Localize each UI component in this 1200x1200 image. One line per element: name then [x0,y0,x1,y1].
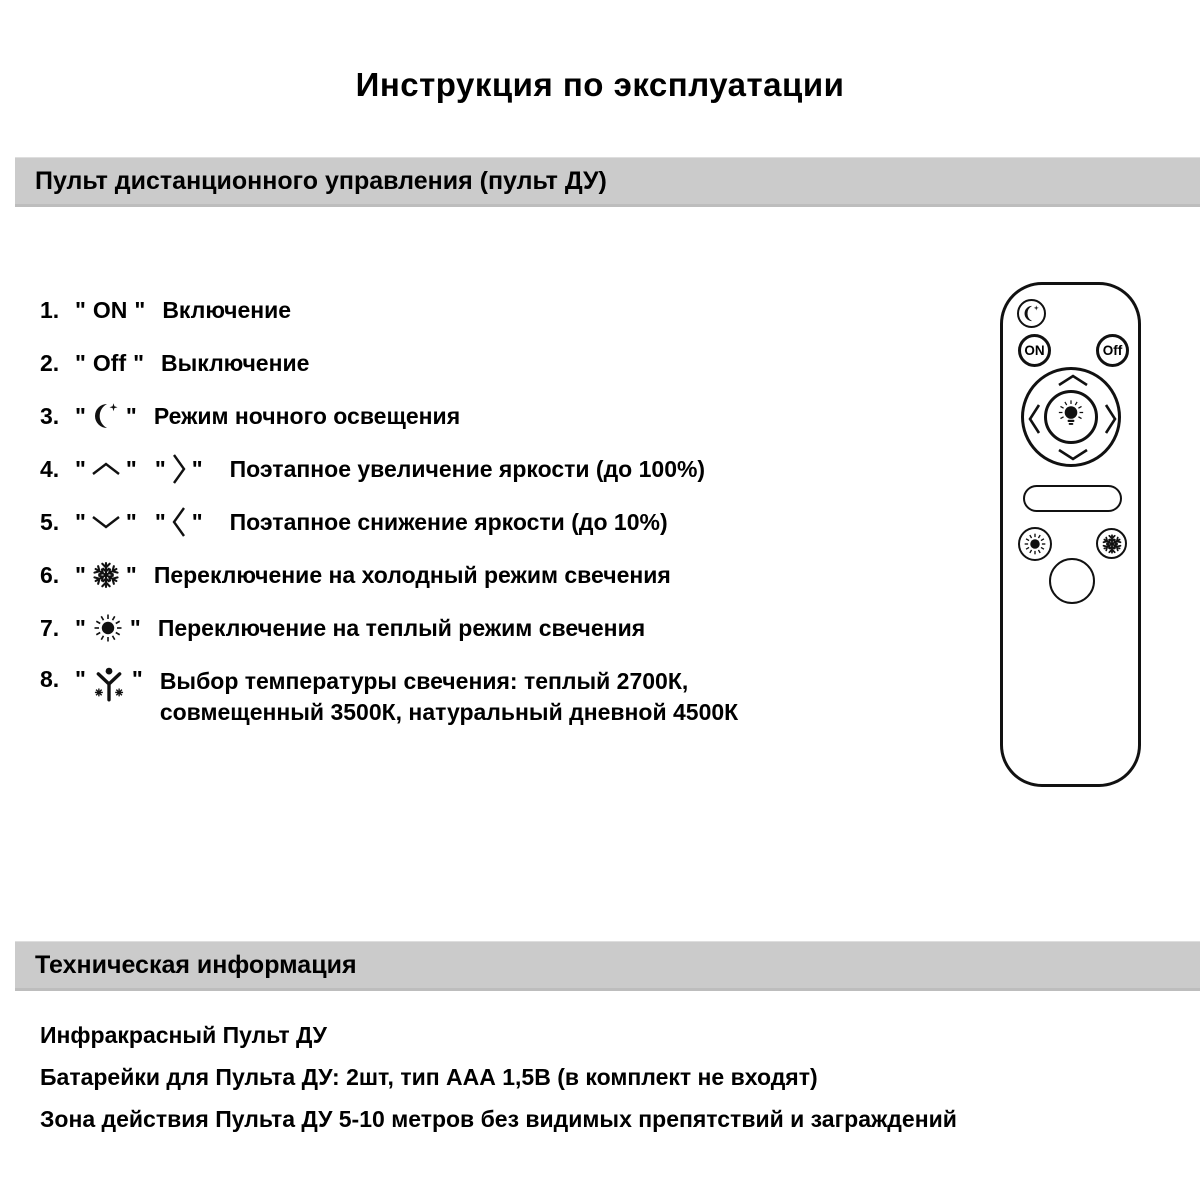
quote-mark: " [75,296,86,323]
cold-mode-button [1096,528,1127,559]
feature-list [40,295,739,725]
sun-icon [91,611,125,645]
item-number: 1. [40,296,60,323]
list-item [40,348,738,378]
list-item [40,666,739,725]
item-number: 3. [40,402,60,429]
quote-mark: " [134,296,146,323]
quote-mark: " [125,455,137,482]
on-button-label: ON [1024,343,1045,358]
tech-line: Зона действия Пульта ДУ 5-10 метров без видимых препятствий и заграждений [40,1106,957,1132]
off-button-label: Off [1102,343,1123,358]
item-number: 8. [40,666,60,692]
quote-mark: " [125,561,137,588]
quote-mark: " [133,349,145,376]
quote-mark: " [154,455,166,482]
snowflake-icon [91,560,121,590]
chevron-up-icon [91,461,121,477]
list-item [40,401,738,431]
quote-mark: " [75,614,86,641]
quote-mark: " [154,508,166,535]
chevron-down-icon [1056,447,1090,462]
quote-mark: " [75,455,86,482]
on-button-label: ON [92,296,128,323]
chevron-down-icon [91,514,121,530]
quote-mark: " [75,561,86,588]
item-number: 5. [40,508,60,535]
item-number: 6. [40,561,60,588]
item-label: Включение [162,296,292,323]
list-item [40,507,738,537]
quote-mark: " [129,614,141,641]
off-button-label: Off [92,349,127,376]
tech-line: Батарейки для Пульта ДУ: 2шт, тип ААА 1,5В (в комплект не входят) [40,1064,818,1090]
off-button [1096,334,1129,367]
extra-round-button [1049,558,1095,604]
remote-control-illustration [1000,282,1141,787]
color-temperature-icon [91,666,127,702]
item-label: Выбор температуры свечения: теплый 2700К, совмещенный 3500К, натуральный дневной 4500К [159,668,739,725]
list-item [40,454,738,484]
technical-info [40,1022,957,1148]
item-label: Переключение на теплый режим свечения [157,614,646,641]
on-button [1018,334,1051,367]
lightbulb-icon [1054,399,1088,435]
sun-icon [1022,531,1048,557]
snowflake-icon [1101,533,1123,555]
item-number: 4. [40,455,60,482]
scene-button [1023,485,1122,512]
section-heading: Пульт дистанционного управления (пульт ДУ) [35,166,607,195]
quote-mark: " [191,508,203,535]
chevron-right-icon [1103,402,1118,436]
page-title: Инструкция по эксплуатации [355,66,845,103]
section-header-remote [15,157,1200,207]
dpad-center-button [1044,390,1098,444]
night-mode-button [1017,299,1046,328]
section-header-tech [15,941,1200,991]
list-item [40,295,738,325]
chevron-up-icon [1056,373,1090,388]
chevron-right-icon [171,452,187,486]
item-label: Переключение на холодный режим свечения [153,561,671,588]
moon-icon [1022,304,1041,323]
quote-mark: " [125,508,137,535]
chevron-left-icon [1027,402,1042,436]
chevron-left-icon [171,505,187,539]
item-label: Режим ночного освещения [153,402,461,429]
tech-line: Инфракрасный Пульт ДУ [40,1022,327,1048]
section-heading: Техническая информация [35,950,357,979]
warm-mode-button [1018,527,1052,561]
quote-mark: " [75,508,86,535]
quote-mark: " [125,402,137,429]
item-number: 7. [40,614,60,641]
quote-mark: " [131,666,143,692]
quote-mark: " [191,455,203,482]
quote-mark: " [75,666,86,692]
item-label: Поэтапное увеличение яркости (до 100%) [229,455,706,482]
moon-icon [91,401,121,431]
item-label: Поэтапное снижение яркости (до 10%) [229,508,668,535]
item-number: 2. [40,349,60,376]
list-item [40,613,738,643]
item-label: Выключение [161,349,310,376]
quote-mark: " [75,349,86,376]
list-item [40,560,738,590]
quote-mark: " [75,402,86,429]
